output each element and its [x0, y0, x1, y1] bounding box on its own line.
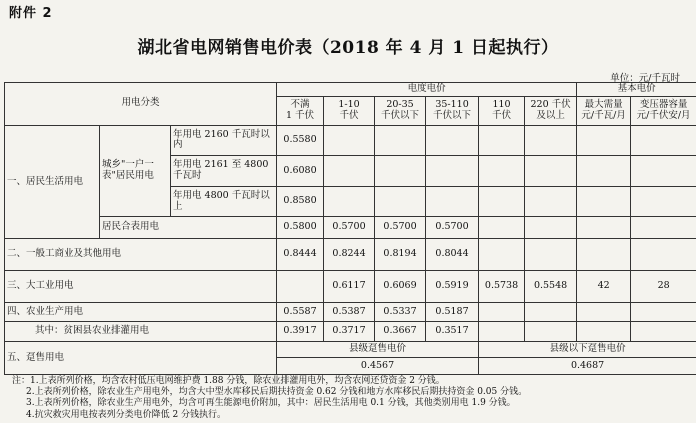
note-2: 2.上表所列价格，除农业生产用电外，均含大中型水库移民后期扶持资金 0.62 分钱和地方水库移民后期扶持资金 0.05 分钱。 [26, 387, 528, 398]
county-wholesale-label: 县级趸售电价 [277, 342, 479, 358]
below-county-wholesale-label: 县级以下趸售电价 [479, 342, 696, 358]
tier-1-value: 0.5580 [277, 125, 324, 156]
note-1: 注：1.上表所列价格，均含农村低压电网维护费 1.88 分钱，除农业排灌用电外，均含农网还贷资金 2 分钱。 [12, 376, 445, 386]
table-row [5, 322, 696, 342]
tier-3-label: 年用电 4800 千瓦时以上 [171, 186, 277, 217]
header-transformer-capacity: 变压器容量 元/千伏安/月 [631, 97, 696, 125]
price-cell: 0.8194 [375, 239, 426, 271]
note-4: 4.抗灾救灾用电按表列分类电价降低 2 分钱执行。 [26, 409, 227, 420]
price-cell: 0.3517 [426, 322, 479, 342]
max-demand-value: 42 [577, 271, 631, 303]
price-cell: 0.3667 [375, 322, 426, 342]
table-row [5, 125, 696, 156]
price-cell: 0.8044 [426, 239, 479, 271]
header-category: 用电分类 [5, 83, 277, 126]
header-voltage-4: 35-110 千伏以下 [426, 97, 479, 125]
price-cell: 0.5919 [426, 271, 479, 303]
footnotes [12, 376, 527, 421]
price-cell: 0.6117 [324, 271, 375, 303]
header-voltage-3: 20-35 千伏以下 [375, 97, 426, 125]
price-cell: 0.5800 [277, 217, 324, 239]
page-title: 湖北省电网销售电价表（2018 年 4 月 1 日起执行） [137, 38, 559, 58]
price-cell: 0.3717 [324, 322, 375, 342]
header-voltage-2: 1-10 千伏 [324, 97, 375, 125]
table-row [5, 217, 696, 239]
header-energy-price: 电度电价 [277, 83, 577, 97]
price-cell: 0.5387 [324, 302, 375, 322]
tier-3-value: 0.8580 [277, 186, 324, 217]
price-cell: 0.5548 [525, 271, 577, 303]
header-row-1 [5, 83, 696, 97]
general-label: 二、一般工商业及其他用电 [5, 239, 277, 271]
table-row [5, 239, 696, 271]
attachment-label: 附件 2 [9, 6, 53, 21]
price-cell: 0.8444 [277, 239, 324, 271]
header-max-demand: 最大需量 元/千瓦/月 [577, 97, 631, 125]
price-cell: 0.5738 [479, 271, 525, 303]
unit-label: 单位：元/千瓦时 [610, 73, 680, 84]
price-cell: 0.5337 [375, 302, 426, 322]
tariff-table [4, 82, 696, 375]
residential-label: 一、居民生活用电 [5, 125, 100, 239]
tier-2-label: 年用电 2161 至 4800 千瓦时 [171, 156, 277, 187]
price-cell: 0.3917 [277, 322, 324, 342]
header-base-price: 基本电价 [577, 83, 696, 97]
large-industrial-label: 三、大工业用电 [5, 271, 277, 303]
county-wholesale-value: 0.4567 [277, 358, 479, 375]
header-voltage-5: 110 千伏 [479, 97, 525, 125]
price-cell: 0.8244 [324, 239, 375, 271]
table-row [5, 271, 696, 303]
below-county-wholesale-value: 0.4687 [479, 358, 696, 375]
price-cell: 0.6069 [375, 271, 426, 303]
price-cell: 0.5700 [375, 217, 426, 239]
tier-2-value: 0.6080 [277, 156, 324, 187]
shared-meter-label: 居民合表用电 [100, 217, 277, 239]
note-3: 3.上表所列价格，除农业生产用电外，均含可再生能源电价附加，其中：居民生活用电 0.1 分钱，其他类别用电 1.9 分钱。 [26, 398, 516, 409]
table-row [5, 342, 696, 358]
residential-sub-label: 城乡"一户一表"居民用电 [100, 125, 171, 217]
transformer-capacity-value: 28 [631, 271, 696, 303]
tier-1-label: 年用电 2160 千瓦时以内 [171, 125, 277, 156]
wholesale-label: 五、趸售用电 [5, 342, 277, 375]
header-voltage-6: 220 千伏 及以上 [525, 97, 577, 125]
price-cell: 0.5700 [324, 217, 375, 239]
price-cell: 0.5587 [277, 302, 324, 322]
header-voltage-1: 不满 1 千伏 [277, 97, 324, 125]
price-cell: 0.5700 [426, 217, 479, 239]
agricultural-label: 四、农业生产用电 [5, 302, 277, 322]
table-row [5, 302, 696, 322]
poverty-irrigation-label: 其中：贫困县农业排灌用电 [5, 322, 277, 342]
price-cell: 0.5187 [426, 302, 479, 322]
